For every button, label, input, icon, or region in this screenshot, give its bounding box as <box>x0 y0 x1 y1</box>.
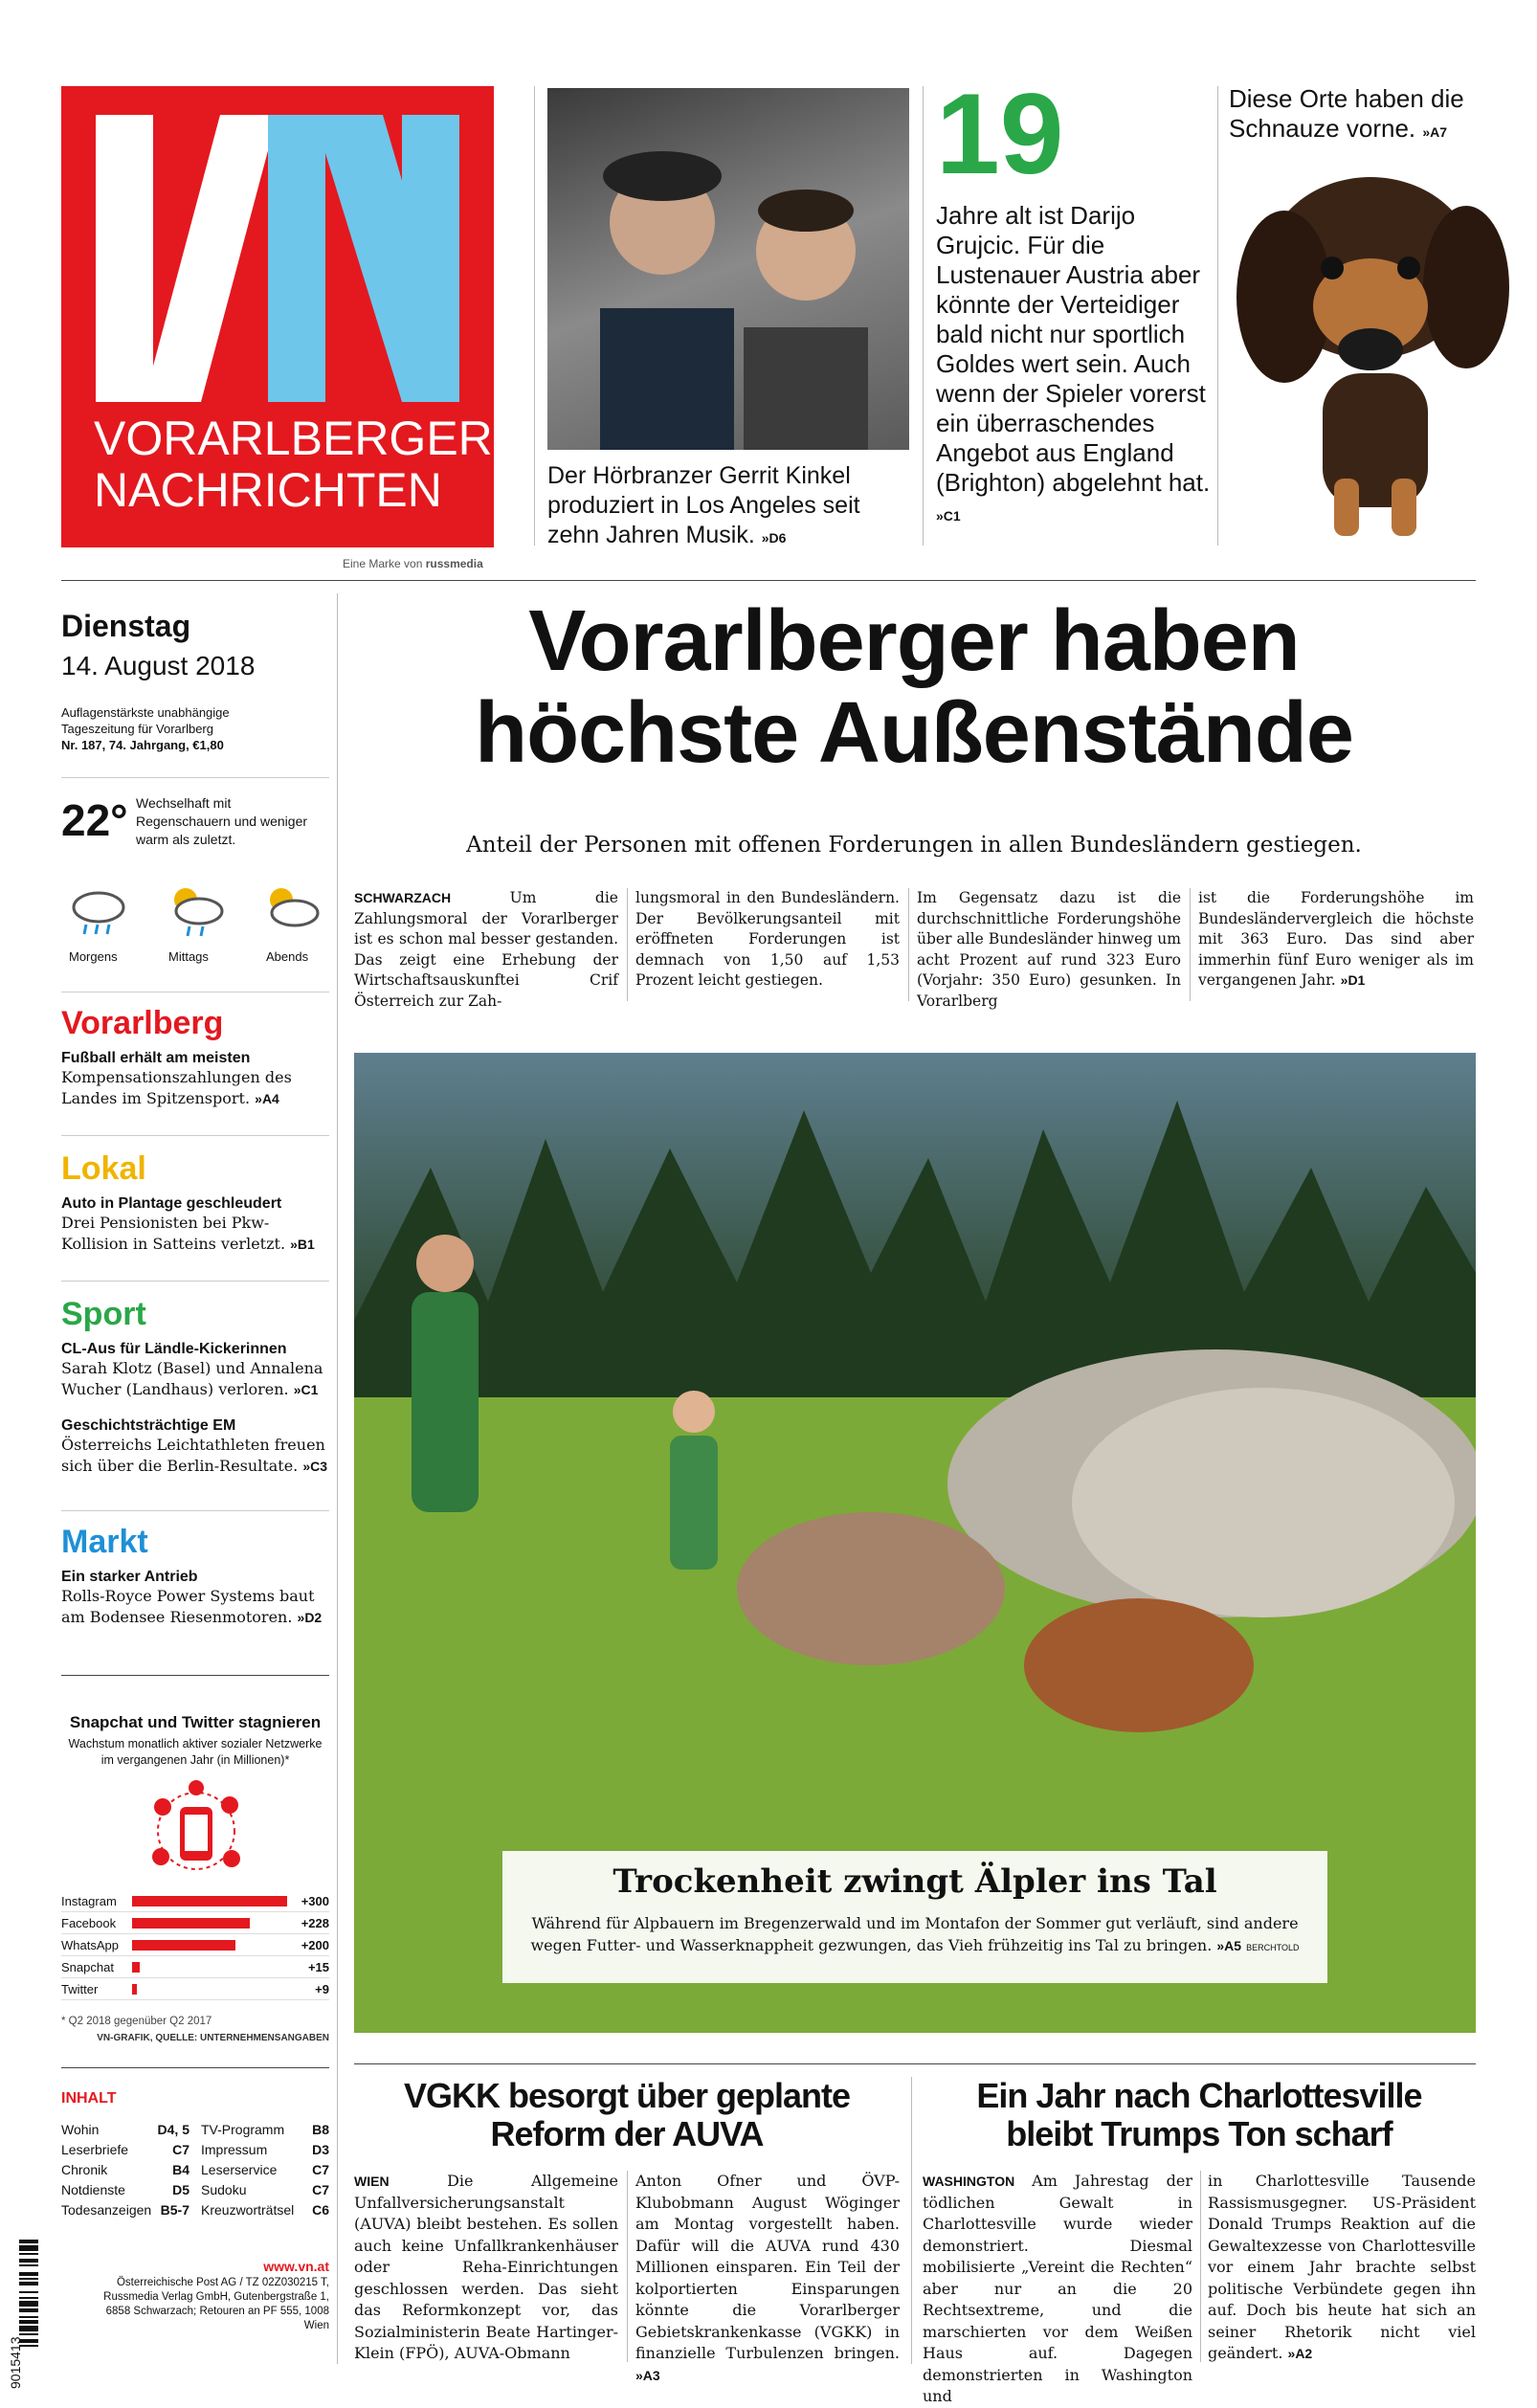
story-charlottesville-headline-1: Ein Jahr nach Charlottesville <box>976 2076 1422 2115</box>
chart-value-label: +15 <box>307 1960 329 1974</box>
index-page: B5-7 <box>160 2201 189 2218</box>
story-charlottesville-col-2 <box>1208 2171 1476 2365</box>
story-vgkk-col-2-text: Anton Ofner und ÖVP-Klubobmann August Wöginger am Montag vorgestellt haben. Dafür will die AUVA rund 430 Millionen einsparen. Ein Teil der kolportierten Einsparungen könnte die Vorarlberger Gebietskrankenkasse (VGKK) in finanzielle Turbulenzen bringen. <box>635 2172 900 2362</box>
index-page: C7 <box>312 2181 329 2197</box>
logo-line-2: NACHRICHTEN <box>94 463 442 517</box>
section-markt[interactable] <box>61 1524 329 1628</box>
teaser-photo-ref[interactable]: »D6 <box>761 530 787 546</box>
index-entry: Kreuzworträtsel <box>201 2201 295 2218</box>
story-vgkk-dateline: WIEN <box>354 2174 390 2189</box>
lead-headline[interactable] <box>354 595 1474 779</box>
story-vgkk-ref[interactable]: »A3 <box>635 2367 660 2383</box>
teaser-photo-body: Der Hörbranzer Gerrit Kinkel produziert in Los Angeles seit zehn Jahren Musik. <box>547 462 860 548</box>
story-charlottesville-headline[interactable] <box>923 2077 1476 2153</box>
imprint-text: Österreichische Post AG / TZ 02Z030215 T, Russmedia Verlag GmbH, Gutenbergstraße 1, 6858 Schwarzach; Retouren an PF 555, 1008 Wien <box>103 2277 329 2331</box>
lead-subhead: Anteil der Personen mit offenen Forderungen in allen Bundesländern gestiegen. <box>466 833 1362 858</box>
date-weekday: Dienstag <box>61 609 191 643</box>
teaser-dog-text[interactable] <box>1229 84 1522 147</box>
index-entry: Chronik <box>61 2161 108 2177</box>
photo-caption-title: Trockenheit zwingt Älpler ins Tal <box>613 1862 1217 1901</box>
photo-caption-body: Während für Alpbauern im Bregenzerwald und im Montafon der Sommer gut verläuft, sind andere wegen Futter- und Wasserknappheit gezwungen, das Vieh frühzeitig ins Tal zu bringen. <box>530 1914 1299 1954</box>
story-charlottesville-dateline: WASHINGTON <box>923 2174 1015 2189</box>
main-photo[interactable] <box>354 1053 1476 2033</box>
index-page: C7 <box>172 2141 189 2157</box>
index-entry: Notdienste <box>61 2181 125 2197</box>
portrait-illustration <box>547 88 909 450</box>
imprint-url[interactable]: www.vn.at <box>263 2259 329 2274</box>
section-title[interactable]: Sport <box>61 1296 146 1332</box>
vn-logo-icon <box>96 115 471 402</box>
index-row[interactable] <box>201 2159 329 2179</box>
photo-caption-ref[interactable]: »A5 <box>1216 1938 1242 1953</box>
section-item-ref[interactable]: »C1 <box>293 1382 319 1397</box>
section-item-text: Kompensationszahlungen des Landes im Spitzensport. <box>61 1068 292 1107</box>
index-row[interactable] <box>201 2139 329 2159</box>
index-title: INHALT <box>61 2090 117 2107</box>
index-right <box>201 2119 329 2219</box>
teaser-photo-image[interactable] <box>547 88 909 450</box>
section-item-text: Rolls-Royce Power Systems baut am Bodensee Riesenmotoren. <box>61 1587 315 1626</box>
paper-info-2: Tageszeitung für Vorarlberg <box>61 722 213 736</box>
chart-category-label: Facebook <box>61 1916 117 1930</box>
weather-desc: Wechselhaft mit Regenschauern und weniger warm als zuletzt. <box>136 795 308 847</box>
chart-value-label: +200 <box>301 1938 329 1952</box>
story-vgkk-headline-2: Reform der AUVA <box>490 2114 764 2153</box>
section-title[interactable]: Markt <box>61 1524 148 1560</box>
index-page: C6 <box>312 2201 329 2218</box>
chart-row-facebook <box>61 1913 329 1934</box>
paper-info <box>61 704 230 753</box>
section-item-head[interactable]: Geschichtsträchtige EM <box>61 1417 236 1434</box>
index-entry: Sudoku <box>201 2181 247 2197</box>
section-item-text: Österreichs Leichtathleten freuen sich über die Berlin-Resultate. <box>61 1436 325 1475</box>
teaser-photo-text[interactable] <box>547 461 911 553</box>
story-charlottesville-col-1-text: Am Jahrestag der tödlichen Gewalt in Charlottesville wurde wieder demonstriert. Diesmal mobilisierte „Vereint die Rechten“ aber nur an die 20 Rechtsextreme, und die marschierten vor dem Weißen Haus auf. Dagegen demonstrierten in Washington und <box>923 2172 1192 2405</box>
weather-period-morning: Morgens <box>69 949 118 964</box>
brand-note <box>343 557 483 570</box>
section-lokal[interactable] <box>61 1150 329 1255</box>
index-entry: Impressum <box>201 2141 268 2157</box>
chart-bar <box>132 1896 287 1906</box>
photo-caption-text <box>522 1912 1308 1959</box>
chart-category-label: WhatsApp <box>61 1938 119 1952</box>
chart-bar <box>132 1940 235 1951</box>
paper-info-3: Nr. 187, 74. Jahrgang, €1,80 <box>61 738 224 752</box>
section-title[interactable]: Vorarlberg <box>61 1005 224 1041</box>
index-row[interactable] <box>61 2139 189 2159</box>
dachshund-image[interactable] <box>1227 153 1529 546</box>
section-item-ref[interactable]: »C3 <box>302 1459 328 1474</box>
section-title[interactable]: Lokal <box>61 1150 146 1187</box>
phone-social-icon <box>144 1778 249 1884</box>
section-item-text: Drei Pensionisten bei Pkw-Kollision in Satteins verletzt. <box>61 1214 286 1253</box>
section-item-head[interactable]: Ein starker Antrieb <box>61 1569 198 1585</box>
index-entry: Wohin <box>61 2121 100 2137</box>
weather-period-noon: Mittags <box>168 949 209 964</box>
teaser-dog-body: Diese Orte haben die Schnauze vorne. <box>1229 84 1464 143</box>
story-charlottesville-col-1 <box>923 2171 1192 2408</box>
section-vorarlberg[interactable] <box>61 1005 329 1109</box>
story-vgkk-headline[interactable] <box>354 2077 900 2153</box>
story-vgkk-col-2 <box>635 2171 900 2386</box>
index-row[interactable] <box>61 2199 189 2219</box>
section-item-ref[interactable]: »D2 <box>297 1610 323 1625</box>
date-full: 14. August 2018 <box>61 651 256 680</box>
photo-caption-box[interactable] <box>502 1851 1327 1983</box>
index-row[interactable] <box>61 2119 189 2139</box>
lead-col-4 <box>1198 888 1474 992</box>
chart-category-label: Instagram <box>61 1894 117 1908</box>
masthead-logo[interactable] <box>61 86 494 547</box>
chart-value-label: +228 <box>301 1916 329 1930</box>
chart-row-snapchat <box>61 1957 329 1978</box>
index-page: D5 <box>172 2181 189 2197</box>
weather-temp: 22° <box>61 795 128 845</box>
index-entry: Todesanzeigen <box>61 2201 152 2218</box>
section-item-ref[interactable]: »A4 <box>255 1091 279 1106</box>
index-page: B8 <box>312 2121 329 2137</box>
lead-headline-line-2: höchste Außenstände <box>475 685 1353 781</box>
teaser-dog-ref[interactable]: »A7 <box>1422 124 1448 140</box>
index-row[interactable] <box>201 2119 329 2139</box>
index-entry: TV-Programm <box>201 2121 285 2137</box>
chart-value-label: +300 <box>301 1894 329 1908</box>
index-row[interactable] <box>201 2179 329 2199</box>
section-item-head[interactable]: Fußball erhält am meisten <box>61 1050 251 1066</box>
index-left <box>61 2119 189 2219</box>
lead-col-2: lungsmoral in den Bundesländern. Der Bevölkerungsanteil mit eröffneten Forderungen ist demnach von 1,50 auf 1,53 Prozent leicht gestiegen. <box>635 889 900 989</box>
index-row[interactable] <box>61 2159 189 2179</box>
chart-source: VN-GRAFIK, QUELLE: UNTERNEHMENSANGABEN <box>97 2033 329 2043</box>
lead-col-4-text: ist die Forderungshöhe im Bundesländervergleich die höchste mit 363 Euro. Das sind aber immerhin fünf Euro weniger als im vergangenen Jahr. <box>1198 889 1474 989</box>
section-item-text: Sarah Klotz (Basel) und Annalena Wucher (Landhaus) verloren. <box>61 1359 323 1398</box>
story-vgkk-col-1 <box>354 2171 618 2365</box>
teaser-number-text[interactable] <box>936 201 1212 531</box>
lead-headline-line-1: Vorarlberger haben <box>528 593 1300 689</box>
section-sport[interactable] <box>61 1296 329 1477</box>
sun-cloud-icon <box>256 881 323 938</box>
lead-dateline: SCHWARZACH <box>354 890 452 905</box>
section-item-head[interactable]: CL-Aus für Ländle-Kickerinnen <box>61 1341 287 1357</box>
lead-body <box>354 888 1474 1013</box>
story-charlottesville-col-2-text: in Charlottesville Tausende Rassismusgegner. US-Präsident Donald Trumps Reaktion auf die Gewaltexzesse von Charlottesville vor einem Jahr brachte selbst politische Verbündete gegen ihn auf. Doch bis heute hat sich an seiner Rhetorik nicht viel geändert. <box>1208 2172 1476 2362</box>
index-row[interactable] <box>201 2199 329 2219</box>
story-vgkk-headline-1: VGKK besorgt über geplante <box>403 2076 851 2115</box>
social-bar-chart <box>61 1891 329 2006</box>
barcode-number: 9015413 <box>8 2336 23 2389</box>
lead-col-1-text: Um die Zahlungsmoral der Vorarlberger ist es schon mal besser gestanden. Das zeigt eine Erhebung der Wirtschaftsauskunftei Crif Österreich zur Zah- <box>354 889 618 1010</box>
section-item-head[interactable]: Auto in Plantage geschleudert <box>61 1195 282 1212</box>
chart-row-instagram <box>61 1891 329 1912</box>
chart-category-label: Twitter <box>61 1982 99 1996</box>
chart-bar <box>132 1918 250 1929</box>
section-item-ref[interactable]: »B1 <box>290 1237 315 1252</box>
weather-icons <box>61 881 329 976</box>
index-page: D4, 5 <box>157 2121 189 2137</box>
sun-rain-icon <box>161 881 228 938</box>
brand-note-prefix: Eine Marke von <box>343 557 423 570</box>
chart-row-twitter <box>61 1979 329 2000</box>
chart-title: Snapchat und Twitter stagnieren <box>69 1713 322 1731</box>
chart-value-label: +9 <box>315 1982 329 1996</box>
chart-footnote: * Q2 2018 gegenüber Q2 2017 <box>61 2016 212 2027</box>
paper-info-1: Auflagenstärkste unabhängige <box>61 705 230 720</box>
chart-category-label: Snapchat <box>61 1960 114 1974</box>
brand-note-name: russmedia <box>425 557 483 570</box>
chart-subtitle: Wachstum monatlich aktiver sozialer Netzwerke im vergangenen Jahr (in Millionen)* <box>68 1737 323 1767</box>
chart-row-whatsapp <box>61 1935 329 1956</box>
index-entry: Leserbriefe <box>61 2141 129 2157</box>
lead-col-1 <box>354 888 618 1012</box>
index-entry: Leserservice <box>201 2161 278 2177</box>
story-charlottesville-headline-2: bleibt Trumps Ton scharf <box>1006 2114 1392 2153</box>
index-page: D3 <box>312 2141 329 2157</box>
weather-period-evening: Abends <box>266 949 309 964</box>
teaser-number-ref[interactable]: »C1 <box>936 508 961 524</box>
teaser-big-number: 19 <box>936 70 1064 198</box>
chart-bar <box>132 1962 140 1973</box>
index-page: C7 <box>312 2161 329 2177</box>
index-page: B4 <box>172 2161 189 2177</box>
story-charlottesville-ref[interactable]: »A2 <box>1287 2346 1313 2361</box>
lead-ref[interactable]: »D1 <box>1340 972 1366 988</box>
teaser-number-body: Jahre alt ist Darijo Grujcic. Für die Lustenauer Austria aber könnte der Verteidiger bald nicht nur sportlich Goldes wert sein. Auch wenn der Spieler vorerst ein überraschendes Angebot aus England (Brighton) abgelehnt hat. <box>936 201 1211 497</box>
photo-credit: BERCHTOLD <box>1246 1943 1300 1952</box>
index-row[interactable] <box>61 2179 189 2199</box>
lead-col-3: Im Gegensatz dazu ist die durchschnittliche Forderungshöhe über alle Bundesländer hinweg um acht Prozent auf rund 323 Euro (Vorjahr: 350 Euro) gesunken. In Vorarlberg <box>917 889 1181 1010</box>
logo-line-1: VORARLBERGER <box>94 412 493 465</box>
chart-bar <box>132 1984 137 1995</box>
story-vgkk-col-1-text: Die Allgemeine Unfallversicherungsanstalt (AUVA) bleibt bestehen. Es sollen auch keine Unfallkrankenhäuser oder Reha-Einrichtungen geschlossen werden. Das sieht das Reformkonzept vor, das Sozialministerin Beate Hartinger-Klein (FPÖ), AUVA-Obmann <box>354 2172 618 2362</box>
rain-cloud-icon <box>65 881 132 938</box>
